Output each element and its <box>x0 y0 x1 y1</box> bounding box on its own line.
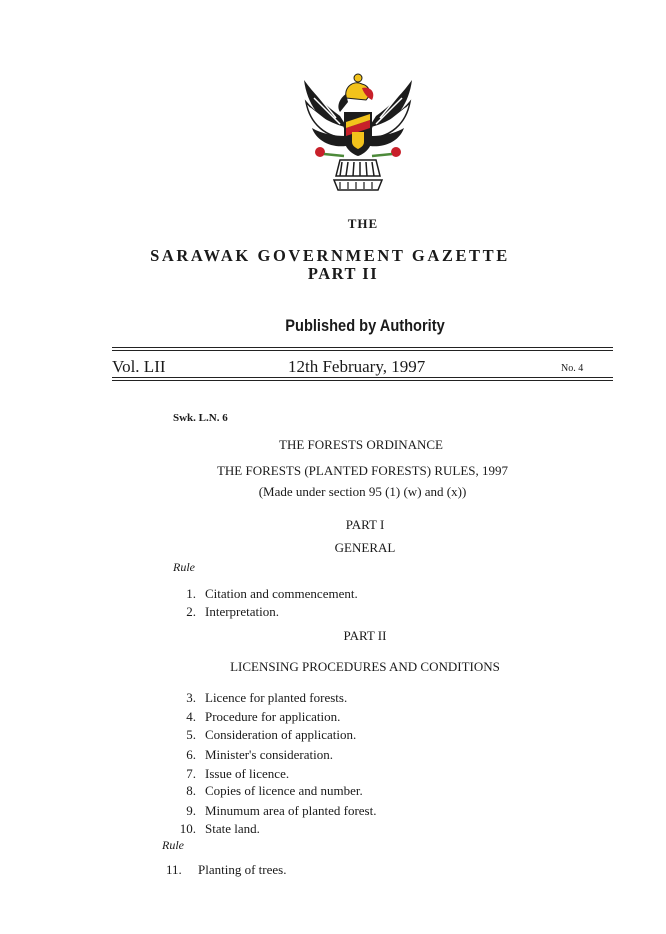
rule-number: 4. <box>186 709 196 724</box>
rule-number: 7. <box>186 766 196 781</box>
part-two-heading: PART II <box>343 628 387 643</box>
list-item <box>0 766 666 784</box>
hornbill-head <box>338 74 373 112</box>
rule-text: Minumum area of planted forest. <box>205 803 377 818</box>
rule-column-label: Rule <box>173 560 195 574</box>
list-item <box>0 727 666 745</box>
crest-tail <box>334 160 382 190</box>
issue-number: No. 4 <box>561 363 584 374</box>
rule-number: 6. <box>186 747 196 762</box>
masthead-rule-bottom <box>112 380 613 381</box>
part-one-heading: PART I <box>345 517 385 532</box>
list-item <box>0 747 666 765</box>
rule-number: 10. <box>179 821 196 836</box>
gazette-the: THE <box>347 216 379 231</box>
masthead-rule-top <box>112 347 613 348</box>
rule-number: 9. <box>186 803 196 818</box>
ordinance-title: THE FORESTS ORDINANCE <box>279 437 443 452</box>
rule-text: State land. <box>205 821 260 836</box>
left-wing <box>304 80 350 146</box>
rule-text: Issue of licence. <box>205 766 290 781</box>
rule-number: 5. <box>186 727 196 742</box>
issue-date: 12th February, 1997 <box>288 357 426 376</box>
rule-text: Planting of trees. <box>198 862 287 877</box>
masthead-rule-top-inner <box>112 350 613 351</box>
list-item <box>0 709 666 727</box>
rule-number: 11. <box>166 862 182 877</box>
rule-text: Consideration of application. <box>205 727 357 742</box>
sarawak-crest-emblem <box>300 72 416 192</box>
published-by-authority: Published by Authority <box>285 316 445 335</box>
legal-notice-reference: Swk. L.N. 6 <box>173 412 228 424</box>
rule-text: Citation and commencement. <box>205 586 358 601</box>
list-item <box>0 803 666 821</box>
right-wing <box>366 80 412 146</box>
gazette-part: PART II <box>307 264 379 283</box>
rule-column-label: Rule <box>162 838 184 852</box>
rule-text: Procedure for application. <box>205 709 341 724</box>
masthead-rule-bottom-inner <box>112 377 613 378</box>
rule-number: 8. <box>186 783 196 798</box>
made-under-section: (Made under section 95 (1) (w) and (x)) <box>258 484 467 499</box>
list-item <box>0 783 666 801</box>
crest-shield <box>344 112 372 156</box>
rules-title: THE FORESTS (PLANTED FORESTS) RULES, 1997 <box>216 463 509 478</box>
rule-number: 3. <box>186 690 196 705</box>
gazette-title: SARAWAK GOVERNMENT GAZETTE <box>150 246 510 265</box>
list-item <box>0 604 666 622</box>
rule-number: 1. <box>186 586 196 601</box>
part-one-subheading: GENERAL <box>334 540 396 555</box>
rule-text: Licence for planted forests. <box>205 690 348 705</box>
rule-number: 2. <box>186 604 196 619</box>
volume-number: Vol. LII <box>112 357 166 376</box>
rule-text: Minister's consideration. <box>205 747 333 762</box>
rule-text: Interpretation. <box>205 604 279 619</box>
rule-text: Copies of licence and number. <box>205 783 363 798</box>
list-item <box>0 821 666 839</box>
part-two-subheading: LICENSING PROCEDURES AND CONDITIONS <box>230 659 500 674</box>
list-item <box>0 586 666 604</box>
list-item <box>0 690 666 708</box>
